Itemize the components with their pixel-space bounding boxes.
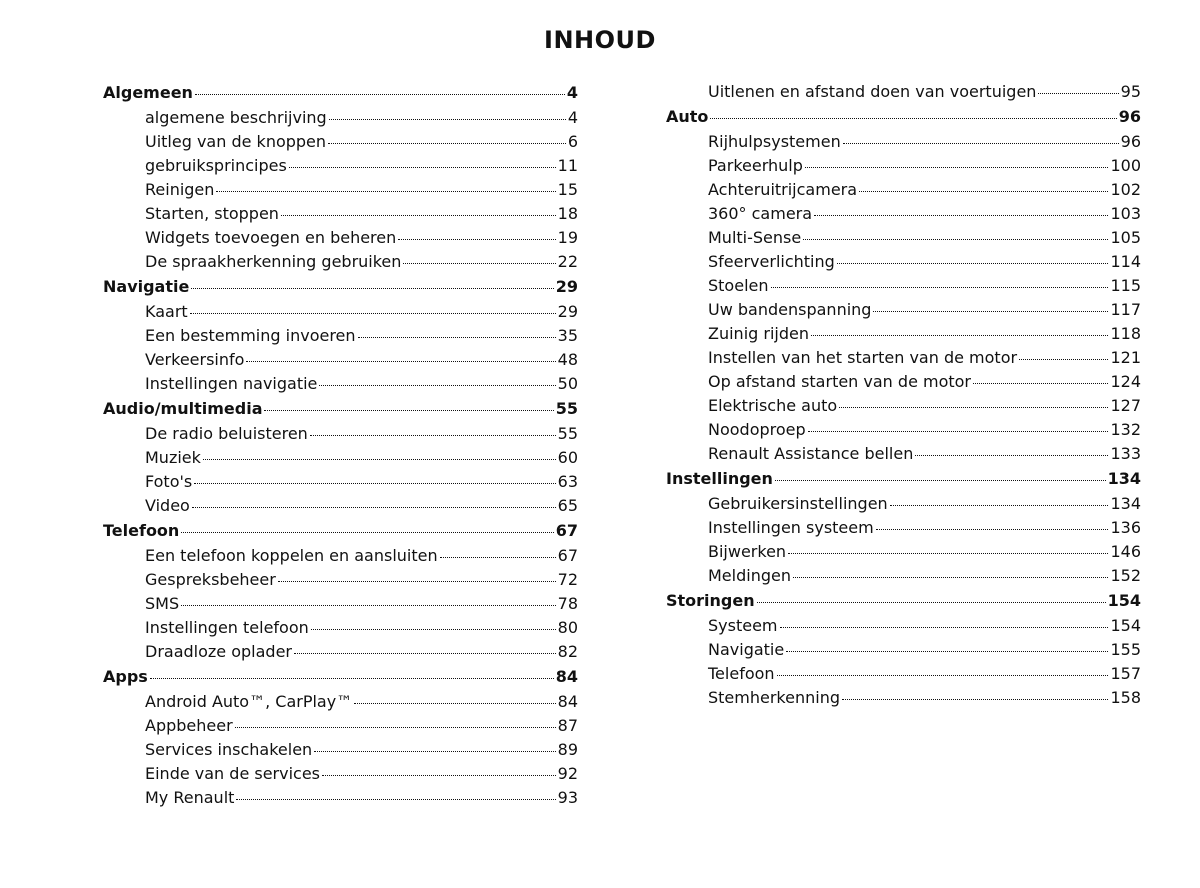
dot-leader <box>319 385 555 386</box>
dot-leader <box>440 557 556 558</box>
dot-leader <box>814 215 1108 216</box>
dot-leader <box>358 337 556 338</box>
toc-entry[interactable] <box>103 762 578 786</box>
toc-entry-label: Foto's <box>145 472 193 491</box>
toc-entry[interactable] <box>666 564 1141 588</box>
toc-entry[interactable] <box>666 540 1141 564</box>
toc-section-entry[interactable] <box>666 466 1141 492</box>
toc-page-number: 152 <box>1110 566 1141 585</box>
toc-entry-label: Auto <box>666 107 709 126</box>
dot-leader <box>403 263 555 264</box>
toc-entry-label: Kaart <box>145 302 188 321</box>
toc-entry[interactable] <box>103 106 578 130</box>
dot-leader <box>777 675 1109 676</box>
toc-entry[interactable] <box>103 202 578 226</box>
toc-entry[interactable] <box>666 202 1141 226</box>
toc-entry-label: Rijhulpsystemen <box>708 132 841 151</box>
toc-entry-label: Op afstand starten van de motor <box>708 372 972 391</box>
dot-leader <box>398 239 555 240</box>
toc-page-number: 102 <box>1110 180 1141 199</box>
toc-entry[interactable] <box>103 544 578 568</box>
toc-page-number: 158 <box>1110 688 1141 707</box>
toc-entry-label: Stemherkenning <box>708 688 840 707</box>
toc-page-number: 87 <box>557 716 578 735</box>
page-title: INHOUD <box>544 26 656 54</box>
dot-leader <box>194 483 555 484</box>
toc-page-number: 146 <box>1110 542 1141 561</box>
toc-entry[interactable] <box>103 422 578 446</box>
toc-entry[interactable] <box>666 322 1141 346</box>
toc-page-number: 55 <box>557 424 578 443</box>
toc-page-number: 117 <box>1110 300 1141 319</box>
toc-page-number: 65 <box>557 496 578 515</box>
toc-page-number: 103 <box>1110 204 1141 223</box>
toc-entry-label: Bijwerken <box>708 542 787 561</box>
toc-page-number: 22 <box>557 252 578 271</box>
toc-entry-label: Reinigen <box>145 180 215 199</box>
dot-leader <box>915 455 1108 456</box>
toc-page-number: 115 <box>1110 276 1141 295</box>
toc-entry[interactable] <box>666 346 1141 370</box>
dot-leader <box>793 577 1108 578</box>
dot-leader <box>314 751 555 752</box>
toc-entry-label: Een telefoon koppelen en aansluiten <box>145 546 438 565</box>
dot-leader <box>1038 93 1118 94</box>
toc-entry-label: Renault Assistance bellen <box>708 444 914 463</box>
toc-entry-label: Instellingen telefoon <box>145 618 309 637</box>
toc-page-number: 84 <box>557 692 578 711</box>
toc-page-number: 60 <box>557 448 578 467</box>
toc-page-number: 50 <box>557 374 578 393</box>
toc-entry[interactable] <box>103 446 578 470</box>
toc-entry-label: Services inschakelen <box>145 740 313 759</box>
toc-page-number: 154 <box>1107 591 1141 610</box>
dot-leader <box>842 699 1108 700</box>
dot-leader <box>859 191 1108 192</box>
toc-page-number: 35 <box>557 326 578 345</box>
dot-leader <box>281 215 556 216</box>
toc-entry[interactable] <box>666 662 1141 686</box>
toc-entry[interactable] <box>103 324 578 348</box>
toc-entry[interactable] <box>103 348 578 372</box>
toc-entry[interactable] <box>103 568 578 592</box>
toc-page-number: 89 <box>557 740 578 759</box>
toc-entry-label: Instellingen systeem <box>708 518 874 537</box>
toc-entry[interactable] <box>103 470 578 494</box>
dot-leader <box>289 167 556 168</box>
dot-leader <box>873 311 1108 312</box>
toc-page-number: 118 <box>1110 324 1141 343</box>
toc-page-number: 4 <box>566 83 578 102</box>
toc-page-number: 154 <box>1110 616 1141 635</box>
toc-page-number: 48 <box>557 350 578 369</box>
toc-entry-label: Telefoon <box>708 664 775 683</box>
toc-entry-label: Zuinig rijden <box>708 324 809 343</box>
toc-entry-label: Widgets toevoegen en beheren <box>145 228 397 247</box>
dot-leader <box>246 361 555 362</box>
toc-page-number: 124 <box>1110 372 1141 391</box>
dot-leader <box>843 143 1119 144</box>
dot-leader <box>329 119 566 120</box>
toc-entry-label: Appbeheer <box>145 716 233 735</box>
toc-entry-label: Android Auto™, CarPlay™ <box>145 692 353 711</box>
toc-entry-label: Navigatie <box>708 640 785 659</box>
dot-leader <box>803 239 1108 240</box>
toc-page-number: 155 <box>1110 640 1141 659</box>
toc-page-number: 55 <box>555 399 578 418</box>
toc-entry[interactable] <box>103 494 578 518</box>
toc-page-number: 67 <box>557 546 578 565</box>
toc-entry-label: Einde van de services <box>145 764 321 783</box>
toc-entry[interactable] <box>666 394 1141 418</box>
toc-entry[interactable] <box>666 614 1141 638</box>
toc-entry[interactable] <box>666 370 1141 394</box>
toc-entry[interactable] <box>666 274 1141 298</box>
toc-entry[interactable] <box>666 638 1141 662</box>
dot-leader <box>805 167 1109 168</box>
toc-page-number: 29 <box>557 302 578 321</box>
toc-entry-label: algemene beschrijving <box>145 108 327 127</box>
dot-leader <box>775 480 1106 481</box>
dot-leader <box>190 313 556 314</box>
dot-leader <box>216 191 555 192</box>
toc-entry-label: Systeem <box>708 616 778 635</box>
dot-leader <box>181 532 553 533</box>
toc-entry-label: Muziek <box>145 448 201 467</box>
toc-entry-label: Navigatie <box>103 277 190 296</box>
toc-entry-label: Audio/multimedia <box>103 399 263 418</box>
dot-leader <box>839 407 1108 408</box>
toc-entry-label: Meldingen <box>708 566 791 585</box>
toc-entry-label: Noodoproep <box>708 420 806 439</box>
dot-leader <box>837 263 1109 264</box>
toc-section-entry[interactable] <box>103 274 578 300</box>
toc-entry-label: De spraakherkenning gebruiken <box>145 252 402 271</box>
toc-page-number: 121 <box>1110 348 1141 367</box>
toc-entry[interactable] <box>103 592 578 616</box>
toc-left-column <box>103 80 578 810</box>
toc-page-number: 134 <box>1107 469 1141 488</box>
toc-page-number: 114 <box>1110 252 1141 271</box>
toc-entry[interactable] <box>103 300 578 324</box>
dot-leader <box>973 383 1108 384</box>
dot-leader <box>1019 359 1108 360</box>
toc-page-number: 4 <box>567 108 578 127</box>
toc-entry-label: Verkeersinfo <box>145 350 245 369</box>
toc-entry-label: Telefoon <box>103 521 180 540</box>
toc-page-number: 84 <box>555 667 578 686</box>
toc-page-number: 15 <box>557 180 578 199</box>
toc-entry-label: Starten, stoppen <box>145 204 279 223</box>
toc-entry[interactable] <box>666 250 1141 274</box>
toc-entry[interactable] <box>666 418 1141 442</box>
toc-entry-label: Gebruikersinstellingen <box>708 494 888 513</box>
toc-entry[interactable] <box>103 178 578 202</box>
toc-entry-label: Sfeerverlichting <box>708 252 835 271</box>
toc-page-number: 82 <box>557 642 578 661</box>
dot-leader <box>236 799 555 800</box>
dot-leader <box>322 775 556 776</box>
toc-page-number: 157 <box>1110 664 1141 683</box>
toc-section-entry[interactable] <box>103 396 578 422</box>
toc-page-number: 92 <box>557 764 578 783</box>
toc-entry[interactable] <box>666 516 1141 540</box>
toc-entry[interactable] <box>103 786 578 810</box>
toc-entry-label: Elektrische auto <box>708 396 838 415</box>
dot-leader <box>195 94 565 95</box>
dot-leader <box>811 335 1108 336</box>
toc-page-number: 133 <box>1110 444 1141 463</box>
toc-entry[interactable] <box>103 130 578 154</box>
toc-page-number: 63 <box>557 472 578 491</box>
toc-entry-label: Uw bandenspanning <box>708 300 872 319</box>
toc-page-number: 19 <box>557 228 578 247</box>
toc-entry[interactable] <box>666 178 1141 202</box>
toc-entry-label: Apps <box>103 667 148 686</box>
toc-entry-label: SMS <box>145 594 180 613</box>
toc-entry[interactable] <box>666 686 1141 710</box>
toc-page-number: 100 <box>1110 156 1141 175</box>
toc-page-number: 80 <box>557 618 578 637</box>
toc-page-number: 96 <box>1118 107 1141 126</box>
toc-page-number: 11 <box>557 156 578 175</box>
toc-entry-label: Multi-Sense <box>708 228 802 247</box>
toc-entry-label: Een bestemming invoeren <box>145 326 356 345</box>
dot-leader <box>264 410 553 411</box>
dot-leader <box>710 118 1116 119</box>
toc-entry[interactable] <box>666 298 1141 322</box>
toc-right-column <box>666 80 1141 710</box>
toc-entry[interactable] <box>103 616 578 640</box>
dot-leader <box>757 602 1106 603</box>
dot-leader <box>278 581 556 582</box>
toc-page-number: 105 <box>1110 228 1141 247</box>
toc-section-entry[interactable] <box>666 104 1141 130</box>
dot-leader <box>192 507 556 508</box>
dot-leader <box>771 287 1109 288</box>
toc-section-entry[interactable] <box>103 80 578 106</box>
dot-leader <box>150 678 554 679</box>
dot-leader <box>235 727 556 728</box>
toc-section-entry[interactable] <box>103 518 578 544</box>
toc-page-number: 96 <box>1120 132 1141 151</box>
toc-page-number: 93 <box>557 788 578 807</box>
dot-leader <box>181 605 556 606</box>
toc-entry-label: Video <box>145 496 190 515</box>
toc-entry-label: Uitleg van de knoppen <box>145 132 327 151</box>
toc-entry-label: gebruiksprincipes <box>145 156 287 175</box>
toc-entry-label: Parkeerhulp <box>708 156 803 175</box>
toc-entry-label: 360° camera <box>708 204 813 223</box>
toc-entry[interactable] <box>666 492 1141 516</box>
dot-leader <box>780 627 1109 628</box>
toc-entry[interactable] <box>103 714 578 738</box>
toc-entry-label: Storingen <box>666 591 755 610</box>
dot-leader <box>191 288 553 289</box>
dot-leader <box>310 435 556 436</box>
dot-leader <box>808 431 1109 432</box>
toc-page-number: 6 <box>567 132 578 151</box>
toc-entry-label: Stoelen <box>708 276 769 295</box>
toc-page-number: 78 <box>557 594 578 613</box>
dot-leader <box>294 653 556 654</box>
toc-entry[interactable] <box>103 640 578 664</box>
toc-entry-label: De radio beluisteren <box>145 424 308 443</box>
toc-entry-label: Draadloze oplader <box>145 642 292 661</box>
dot-leader <box>890 505 1109 506</box>
dot-leader <box>311 629 556 630</box>
dot-leader <box>788 553 1108 554</box>
dot-leader <box>354 703 555 704</box>
toc-section-entry[interactable] <box>103 664 578 690</box>
toc-entry[interactable] <box>103 372 578 396</box>
dot-leader <box>328 143 566 144</box>
toc-entry[interactable] <box>666 154 1141 178</box>
toc-entry[interactable] <box>666 442 1141 466</box>
toc-entry-label: Instellen van het starten van de motor <box>708 348 1018 367</box>
toc-entry-label: Achteruitrijcamera <box>708 180 858 199</box>
toc-entry[interactable] <box>666 130 1141 154</box>
toc-page-number: 95 <box>1120 82 1141 101</box>
toc-page-number: 67 <box>555 521 578 540</box>
toc-entry-label: Instellingen <box>666 469 773 488</box>
toc-entry[interactable] <box>103 226 578 250</box>
toc-page-number: 127 <box>1110 396 1141 415</box>
toc-page-number: 18 <box>557 204 578 223</box>
toc-entry-label: Gespreksbeheer <box>145 570 276 589</box>
toc-section-entry[interactable] <box>666 588 1141 614</box>
toc-entry-label: My Renault <box>145 788 235 807</box>
toc-page-number: 72 <box>557 570 578 589</box>
toc-page-number: 136 <box>1110 518 1141 537</box>
toc-entry-label: Algemeen <box>103 83 193 102</box>
toc-entry[interactable] <box>666 226 1141 250</box>
dot-leader <box>876 529 1109 530</box>
toc-entry[interactable] <box>103 250 578 274</box>
toc-entry[interactable] <box>666 80 1141 104</box>
toc-page-number: 132 <box>1110 420 1141 439</box>
dot-leader <box>203 459 556 460</box>
toc-entry-label: Uitlenen en afstand doen van voertuigen <box>708 82 1037 101</box>
toc-page-number: 29 <box>555 277 578 296</box>
toc-entry[interactable] <box>103 738 578 762</box>
toc-entry-label: Instellingen navigatie <box>145 374 318 393</box>
toc-page-number: 134 <box>1110 494 1141 513</box>
toc-entry[interactable] <box>103 154 578 178</box>
toc-entry[interactable] <box>103 690 578 714</box>
dot-leader <box>786 651 1108 652</box>
